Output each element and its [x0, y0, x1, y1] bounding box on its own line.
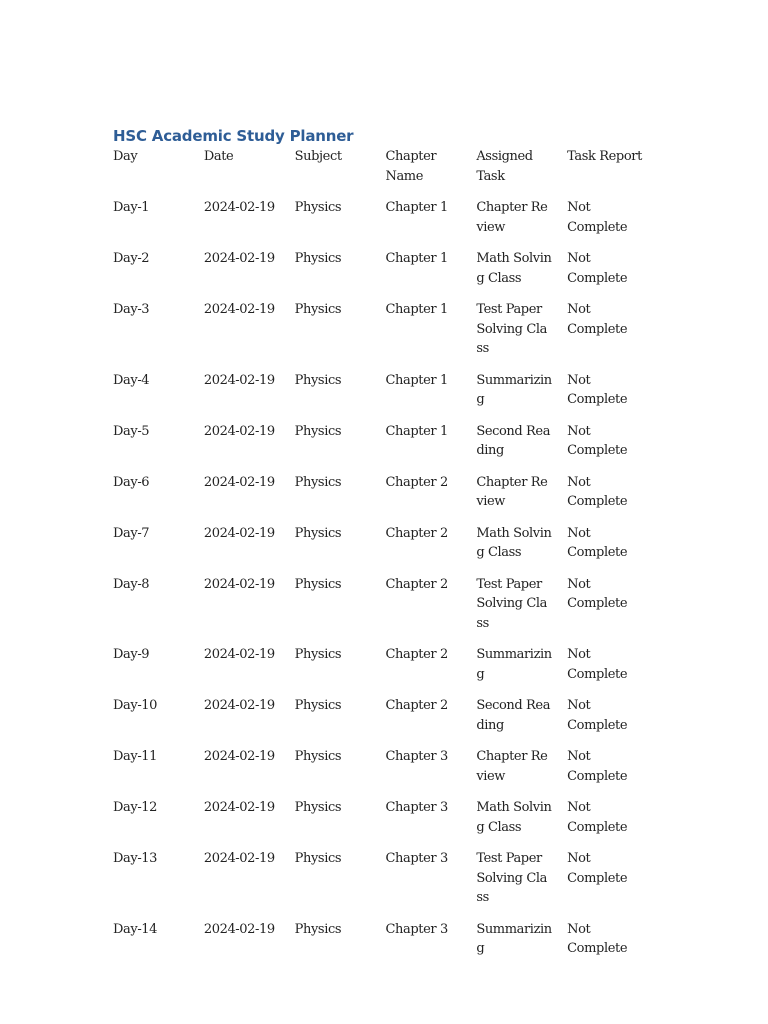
- chapter-name-cell: Chapter 1: [385, 302, 448, 317]
- date-cell: 2024-02-19: [203, 647, 275, 662]
- table-row: [113, 920, 658, 971]
- task-report-cell: Not Complete: [567, 851, 628, 886]
- assigned-task-cell: Test Paper Solving Class: [476, 851, 547, 905]
- day-cell: Day-14: [113, 921, 158, 937]
- day-cell: Day-3: [113, 302, 150, 317]
- day-cell: Day-1: [113, 200, 150, 215]
- assigned-task-cell: Math Solving Class: [476, 525, 552, 560]
- assigned-task-cell: Summarizing: [476, 372, 552, 407]
- table-row: [113, 249, 658, 300]
- chapter-name-cell: Chapter 1: [385, 251, 448, 266]
- task-report-cell: Not Complete: [567, 749, 628, 784]
- subject-cell: Physics: [294, 525, 342, 541]
- table-row: [113, 798, 658, 849]
- chapter-name-cell: Chapter 1: [385, 372, 448, 388]
- date-cell: 2024-02-19: [203, 698, 275, 713]
- day-cell: Day-12: [113, 800, 158, 815]
- task-report-cell: Not Complete: [567, 474, 628, 509]
- date-cell: 2024-02-19: [203, 423, 275, 439]
- day-cell: Day-5: [113, 423, 150, 439]
- table-body: [113, 198, 658, 971]
- subject-cell: Physics: [294, 200, 342, 215]
- column-header-assigned-task: Assigned Task: [476, 149, 533, 184]
- task-report-cell: Not Complete: [567, 698, 628, 733]
- day-cell: Day-7: [113, 525, 150, 541]
- subject-cell: Physics: [294, 851, 342, 866]
- assigned-task-cell: Chapter Review: [476, 200, 548, 235]
- column-header-chapter-name: Chapter Name: [385, 149, 437, 184]
- task-report-cell: Not Complete: [567, 800, 628, 835]
- document-page: [113, 125, 658, 971]
- chapter-name-cell: Chapter 1: [385, 200, 448, 215]
- task-report-cell: Not Complete: [567, 200, 628, 235]
- chapter-name-cell: Chapter 3: [385, 800, 448, 815]
- date-cell: 2024-02-19: [203, 474, 275, 490]
- subject-cell: Physics: [294, 576, 342, 592]
- day-cell: Day-6: [113, 474, 150, 490]
- subject-cell: Physics: [294, 474, 342, 490]
- task-report-cell: Not Complete: [567, 576, 628, 611]
- column-header-day: Day: [113, 149, 138, 164]
- date-cell: 2024-02-19: [203, 372, 275, 388]
- task-report-cell: Not Complete: [567, 423, 628, 458]
- table-row: [113, 300, 658, 371]
- day-cell: Day-10: [113, 698, 158, 713]
- table-row: [113, 696, 658, 747]
- date-cell: 2024-02-19: [203, 576, 275, 592]
- task-report-cell: Not Complete: [567, 372, 628, 407]
- task-report-cell: Not Complete: [567, 302, 628, 337]
- chapter-name-cell: Chapter 2: [385, 647, 448, 662]
- date-cell: 2024-02-19: [203, 251, 275, 266]
- date-cell: 2024-02-19: [203, 749, 275, 764]
- date-cell: 2024-02-19: [203, 800, 275, 815]
- chapter-name-cell: Chapter 3: [385, 851, 448, 866]
- subject-cell: Physics: [294, 251, 342, 266]
- subject-cell: Physics: [294, 647, 342, 662]
- day-cell: Day-4: [113, 372, 150, 388]
- day-cell: Day-13: [113, 851, 158, 866]
- task-report-cell: Not Complete: [567, 647, 628, 682]
- chapter-name-cell: Chapter 2: [385, 525, 448, 541]
- column-header-date: Date: [203, 149, 234, 164]
- chapter-name-cell: Chapter 3: [385, 749, 448, 764]
- subject-cell: Physics: [294, 749, 342, 764]
- assigned-task-cell: Math Solving Class: [476, 251, 552, 286]
- chapter-name-cell: Chapter 2: [385, 474, 448, 490]
- chapter-name-cell: Chapter 2: [385, 698, 448, 713]
- table-row: [113, 645, 658, 696]
- table-row: [113, 849, 658, 920]
- subject-cell: Physics: [294, 372, 342, 388]
- page-title: HSC Academic Study Planner: [113, 127, 354, 145]
- assigned-task-cell: Chapter Review: [476, 474, 548, 509]
- assigned-task-cell: Summarizing: [476, 647, 552, 682]
- chapter-name-cell: Chapter 1: [385, 423, 448, 439]
- assigned-task-cell: Math Solving Class: [476, 800, 552, 835]
- table-row: [113, 473, 658, 524]
- date-cell: 2024-02-19: [203, 921, 275, 937]
- table-row: [113, 747, 658, 798]
- day-cell: Day-2: [113, 251, 150, 266]
- task-report-cell: Not Complete: [567, 525, 628, 560]
- date-cell: 2024-02-19: [203, 302, 275, 317]
- date-cell: 2024-02-19: [203, 200, 275, 215]
- table-row: [113, 575, 658, 646]
- assigned-task-cell: Summarizing: [476, 921, 552, 956]
- date-cell: 2024-02-19: [203, 525, 275, 541]
- table-header-row: [113, 147, 658, 198]
- assigned-task-cell: Test Paper Solving Class: [476, 576, 547, 631]
- assigned-task-cell: Test Paper Solving Class: [476, 302, 547, 356]
- table-row: [113, 524, 658, 575]
- assigned-task-cell: Chapter Review: [476, 749, 548, 784]
- subject-cell: Physics: [294, 800, 342, 815]
- task-report-cell: Not Complete: [567, 251, 628, 286]
- subject-cell: Physics: [294, 302, 342, 317]
- column-header-subject: Subject: [294, 149, 342, 164]
- table-row: [113, 422, 658, 473]
- subject-cell: Physics: [294, 423, 342, 439]
- chapter-name-cell: Chapter 2: [385, 576, 448, 592]
- column-header-task-report: Task Report: [567, 149, 642, 164]
- date-cell: 2024-02-19: [203, 851, 275, 866]
- table-row: [113, 371, 658, 422]
- day-cell: Day-11: [113, 749, 158, 764]
- assigned-task-cell: Second Reading: [476, 698, 551, 733]
- study-planner-table: [113, 147, 658, 971]
- task-report-cell: Not Complete: [567, 921, 628, 956]
- day-cell: Day-8: [113, 576, 150, 592]
- table-row: [113, 198, 658, 249]
- chapter-name-cell: Chapter 3: [385, 921, 448, 937]
- assigned-task-cell: Second Reading: [476, 423, 551, 458]
- subject-cell: Physics: [294, 698, 342, 713]
- subject-cell: Physics: [294, 921, 342, 937]
- day-cell: Day-9: [113, 647, 150, 662]
